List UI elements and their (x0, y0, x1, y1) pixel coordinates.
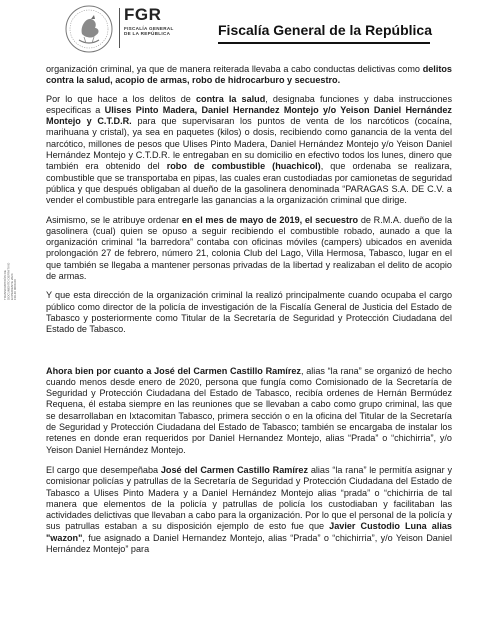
bold-text-segment: en el mes de mayo de 2019, el secuestro (181, 214, 359, 225)
text-segment: organización criminal, ya que de manera reiterada llevaba a cabo conductas delictivas como (46, 64, 423, 74)
header-divider (119, 8, 120, 48)
bold-text-segment: robo de combustible (huachicol) (166, 161, 321, 172)
paragraph (46, 94, 452, 207)
bold-text-segment: Javier Custodio Luna alias "wazon" (46, 521, 452, 543)
text-segment: Asimismo, se le atribuye ordenar (46, 214, 182, 225)
fgr-logo-text: FGR (124, 5, 162, 24)
document-body (46, 64, 452, 555)
text-segment: de R.M.A. dueño de la gasolinera (cual) quien se opuso a seguir recibiendo el combustible robado, aunado a que la organización criminal “la barredora” contaba con oficinas móviles (campers) ubicados en avenida prolongación 27 de febrero, número 21, colonia Club del Lago, Villa Hermosa, Tabasco, lugar en el que también se llegaba a mantener personas privadas de la libertad y realizaban el delito de acopio de armas. (46, 214, 453, 282)
text-segment: , alias “la rana” se organizó de hecho cuando menos desde enero de 2020, persona que fungía como Comisionado de la Secretaría de Seguridad y Protección Ciudadana del Estado de Tabasco, recibía ordenes de Hernán Bermúdez Requena, él estaba siempre en las reuniones que se llevaban a cabo como grupo criminal, las que se desarrollaban en Ixtacomitan Tabasco, primera sección o en la oficina del Titular de la Secretaría de Seguridad y Protección Ciudadana del Estado de Tabasco; también se encargaba de instalar los retenes en donde eran requeridos por Daniel Hernandez Montejo, alias “Prada” o “chichirria”, y/o Yeison Daniel Hernández Montejo. (46, 365, 452, 455)
side-stamp-line3: FOLIO 0000-00 (13, 279, 18, 300)
bold-text-segment: José del Carmen Castillo Ramírez (160, 464, 309, 475)
side-stamp-line2: EXPEDIENTE 2024 (9, 273, 14, 300)
text-segment: El cargo que desempeñaba (46, 464, 161, 475)
bold-text-segment: Ulises Pinto Madera, Daniel Hernandez Montejo y/o Yeison Daniel Hernández Montejo y C.T.D.R. (46, 104, 452, 127)
fgr-logo-subtitle-2: DE LA REPÚBLICA (124, 31, 171, 37)
text-segment: , fue asignado a Daniel Hernandez Montejo, alias “Prada” o “chichirria”, y/o Yeison Daniel Hernández Montejo” para (46, 532, 452, 554)
side-stamp-line1: TRANSCRIPCIÓN DE DOCUMENTO DEFINITIVO (3, 262, 11, 300)
text-segment: , que ordenaba se realizara, combustible que se transportaba en pipas, las cuales eran custodiadas por camionetas de seguridad pública y que después obligaban al dueño de la gasolinera denominada “PARAGAS S.A. DE C.V. a vender el combustible para entregarle las ganancias a la organización criminal que dirige. (46, 161, 452, 206)
text-segment: , designaba funciones y daba instrucciones especificas a (46, 93, 452, 115)
paragraph (46, 290, 452, 335)
paragraph (46, 366, 452, 456)
bold-text-segment: delitos contra la salud, acopio de armas, robo de hidrocarburo y secuestro. (46, 64, 452, 86)
bold-text-segment: Ahora bien por cuanto a José del Carmen Castillo Ramírez (46, 365, 301, 376)
paragraph (46, 215, 452, 283)
paragraph (46, 465, 452, 555)
text-segment: Y que esta dirección de la organización criminal la realizó principalmente cuando ocupaba el cargo público como director de la policía de investigación de la Fiscalía General de Justicia del Estado de Tabasco y posteriormente como Titular de la Secretaría de Seguridad y Protección Ciudadana del Estado de Tabasco. (46, 290, 452, 335)
header-title: Fiscalía General de la República (218, 22, 432, 38)
mexico-coat-of-arms-icon (64, 4, 114, 54)
bold-text-segment: contra la salud (195, 93, 266, 104)
text-segment: alias “la rana” le permitía asignar y comisionar policías y patrullas de la Secretaría de Seguridad y Protección Ciudadana del Estado de Tabasco a Ulises Pinto Madera y a Daniel Hernández Montejo alias “prada” o “chichirria de tal manera que elementos de la policía y patrullas de policía los custodiaban y facilitaban las actividades delictivas que llevaban a cabo para la organización. Por lo que el personal de la policía y sus patrullas estaban a su disposición ejemplo de esto fue que (46, 464, 452, 532)
header-rule (218, 42, 430, 44)
fgr-logo (124, 6, 186, 50)
fgr-logo-subtitle-1: FISCALÍA GENERAL (124, 26, 174, 31)
text-segment: Por lo que hace a los delitos de (46, 93, 196, 104)
text-segment: para que supervisaran los puntos de venta de los narcóticos (cocaína, marihuana y cristal), ya sea en paquetes (kilos) o dosis, recibiendo como ganancia de la venta del narcótico, millones de pesos que Ulises Pinto Madera, Daniel Hernández Montejo y/o Yeison Daniel Hernández Montejo y C.T.D.R. le entregaban en su domicilio en efectivo todos los lunes, dinero que también era obtenido del (46, 116, 452, 172)
document-header (0, 0, 487, 56)
side-stamp (4, 256, 18, 300)
paragraph (46, 64, 452, 87)
